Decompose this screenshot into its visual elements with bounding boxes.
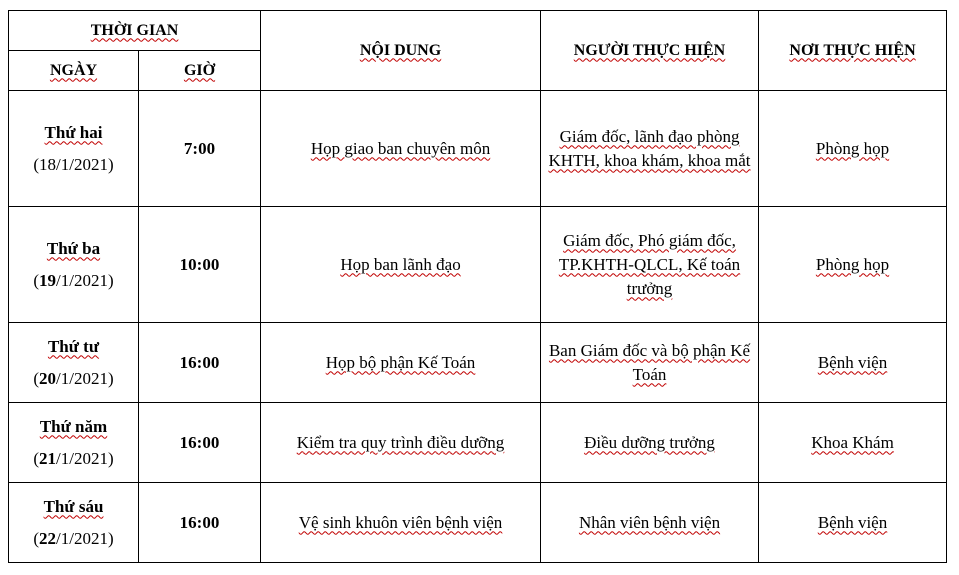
table-row xyxy=(9,207,947,323)
day-date: (21/1/2021) xyxy=(33,448,114,468)
place-cell xyxy=(759,91,947,207)
time-cell: 16:00 xyxy=(139,323,261,403)
content-cell xyxy=(261,207,541,323)
people-cell xyxy=(541,403,759,483)
day-name: Thứ hai xyxy=(44,122,103,142)
schedule-table xyxy=(8,10,947,563)
content-text: Họp bộ phận Kế Toán xyxy=(325,352,476,372)
day-name: Thứ sáu xyxy=(43,496,104,516)
content-cell xyxy=(261,323,541,403)
content-cell xyxy=(261,483,541,563)
place-text: Phòng họp xyxy=(815,138,890,158)
people-text: Giám đốc, Phó giám đốc, TP.KHTH-QLCL, Kế toán trưởng xyxy=(558,230,741,298)
place-text: Phòng họp xyxy=(815,254,890,274)
place-cell xyxy=(759,403,947,483)
time-cell: 10:00 xyxy=(139,207,261,323)
people-cell xyxy=(541,483,759,563)
header-place xyxy=(759,11,947,91)
table-row xyxy=(9,403,947,483)
content-text: Kiểm tra quy trình điều dưỡng xyxy=(296,432,505,452)
content-text: Họp ban lãnh đạo xyxy=(340,254,461,274)
day-date: (18/1/2021) xyxy=(33,154,114,174)
people-text: Điều dưỡng trưởng xyxy=(584,432,715,452)
place-text: Bệnh viện xyxy=(817,352,888,372)
header-hour-label: GIỜ xyxy=(183,61,216,79)
content-text: Họp giao ban chuyên môn xyxy=(310,138,491,158)
people-text: Nhân viên bệnh viện xyxy=(578,512,721,532)
day-date: (22/1/2021) xyxy=(33,528,114,548)
people-cell xyxy=(541,207,759,323)
day-cell xyxy=(9,323,139,403)
table-row xyxy=(9,483,947,563)
people-cell xyxy=(541,91,759,207)
place-text: Khoa Khám xyxy=(811,432,894,452)
content-cell xyxy=(261,403,541,483)
day-date: (19/1/2021) xyxy=(33,270,114,290)
day-cell xyxy=(9,91,139,207)
day-name: Thứ ba xyxy=(46,238,101,258)
header-time-label: THỜI GIAN xyxy=(90,21,179,39)
header-row-top xyxy=(9,11,947,51)
people-cell xyxy=(541,323,759,403)
content-text: Vệ sinh khuôn viên bệnh viện xyxy=(298,512,503,532)
day-cell xyxy=(9,403,139,483)
day-name: Thứ tư xyxy=(47,336,100,356)
day-cell xyxy=(9,483,139,563)
header-content-label: NỘI DUNG xyxy=(359,41,442,59)
table-row xyxy=(9,91,947,207)
time-cell: 16:00 xyxy=(139,483,261,563)
header-day-label: NGÀY xyxy=(49,61,98,79)
table-row xyxy=(9,323,947,403)
header-time-group xyxy=(9,11,261,51)
header-content xyxy=(261,11,541,91)
day-name: Thứ năm xyxy=(39,416,108,436)
place-text: Bệnh viện xyxy=(817,512,888,532)
people-text: Ban Giám đốc và bộ phận Kế Toán xyxy=(548,340,751,384)
header-day xyxy=(9,51,139,91)
place-cell xyxy=(759,483,947,563)
place-cell xyxy=(759,323,947,403)
people-text: Giám đốc, lãnh đạo phòng KHTH, khoa khám, khoa mắt xyxy=(548,126,751,170)
header-hour xyxy=(139,51,261,91)
day-cell xyxy=(9,207,139,323)
header-people xyxy=(541,11,759,91)
time-cell: 7:00 xyxy=(139,91,261,207)
day-date: (20/1/2021) xyxy=(33,368,114,388)
header-people-label: NGƯỜI THỰC HIỆN xyxy=(573,41,726,59)
place-cell xyxy=(759,207,947,323)
header-place-label: NƠI THỰC HIỆN xyxy=(789,41,916,59)
content-cell xyxy=(261,91,541,207)
time-cell: 16:00 xyxy=(139,403,261,483)
